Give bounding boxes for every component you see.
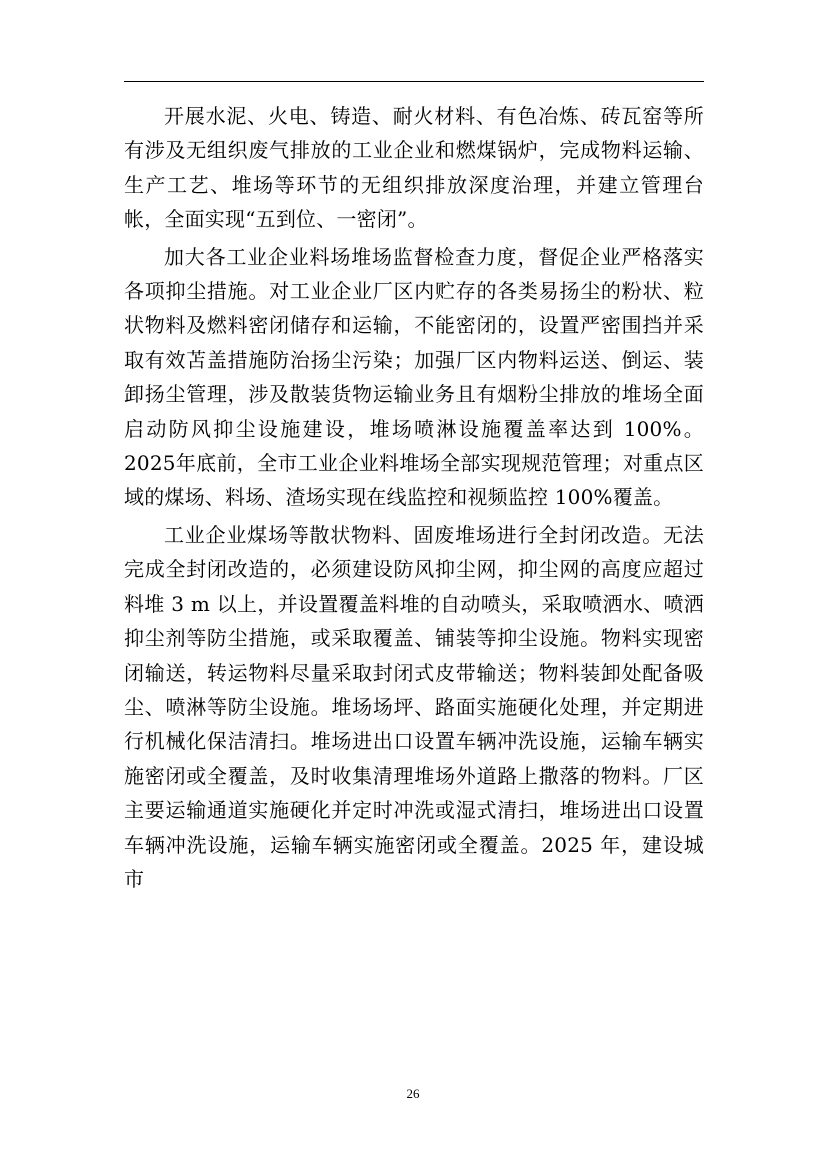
paragraph-2: 加大各工业企业料场堆场监督检查力度，督促企业严格落实各项抑尘措施。对工业企业厂区内贮存的各类易扬尘的粉状、粒状物料及燃料密闭储存和运输，不能密闭的，设置严密围挡并采取有效苫盖措施防治扬尘污染；加强厂区内物料运送、倒运、装卸扬尘管理，涉及散装货物运输业务且有烟粉尘排放的堆场全面启动防风抑尘设施建设，堆场喷淋设施覆盖率达到 100%。2025年底前，全市工业企业料堆场全部实现规范管理；对重点区域的煤场、料场、渣场实现在线监控和视频监控 100%覆盖。: [124, 244, 704, 510]
body-text: [124, 99, 704, 899]
page-number: 26: [406, 1086, 420, 1101]
paragraph-3: 工业企业煤场等散状物料、固废堆场进行全封闭改造。无法完成全封闭改造的，必须建设防风抑尘网，抑尘网的高度应超过料堆 3 m 以上，并设置覆盖料堆的自动喷头，采取喷洒水、喷洒抑尘剂等防尘措施，或采取覆盖、铺装等抑尘设施。物料实现密闭输送，转运物料尽量采取封闭式皮带输送；物料装卸处配备吸尘、喷淋等防尘设施。堆场场坪、路面实施硬化处理，并定期进行机械化保洁清扫。堆场进出口设置车辆冲洗设施，运输车辆实施密闭或全覆盖，及时收集清理堆场外道路上撒落的物料。厂区主要运输通道实施硬化并定时冲洗或湿式清扫，堆场进出口设置车辆冲洗设施，运输车辆实施密闭或全覆盖。2025 年，建设城市: [124, 522, 704, 891]
header-rule: [124, 81, 704, 82]
paragraph-1: 开展水泥、火电、铸造、耐火材料、有色冶炼、砖瓦窑等所有涉及无组织废气排放的工业企业和燃煤锅炉，完成物料运输、生产工艺、堆场等环节的无组织排放深度治理，并建立管理台帐，全面实现“五到位、一密闭”。: [124, 104, 704, 232]
